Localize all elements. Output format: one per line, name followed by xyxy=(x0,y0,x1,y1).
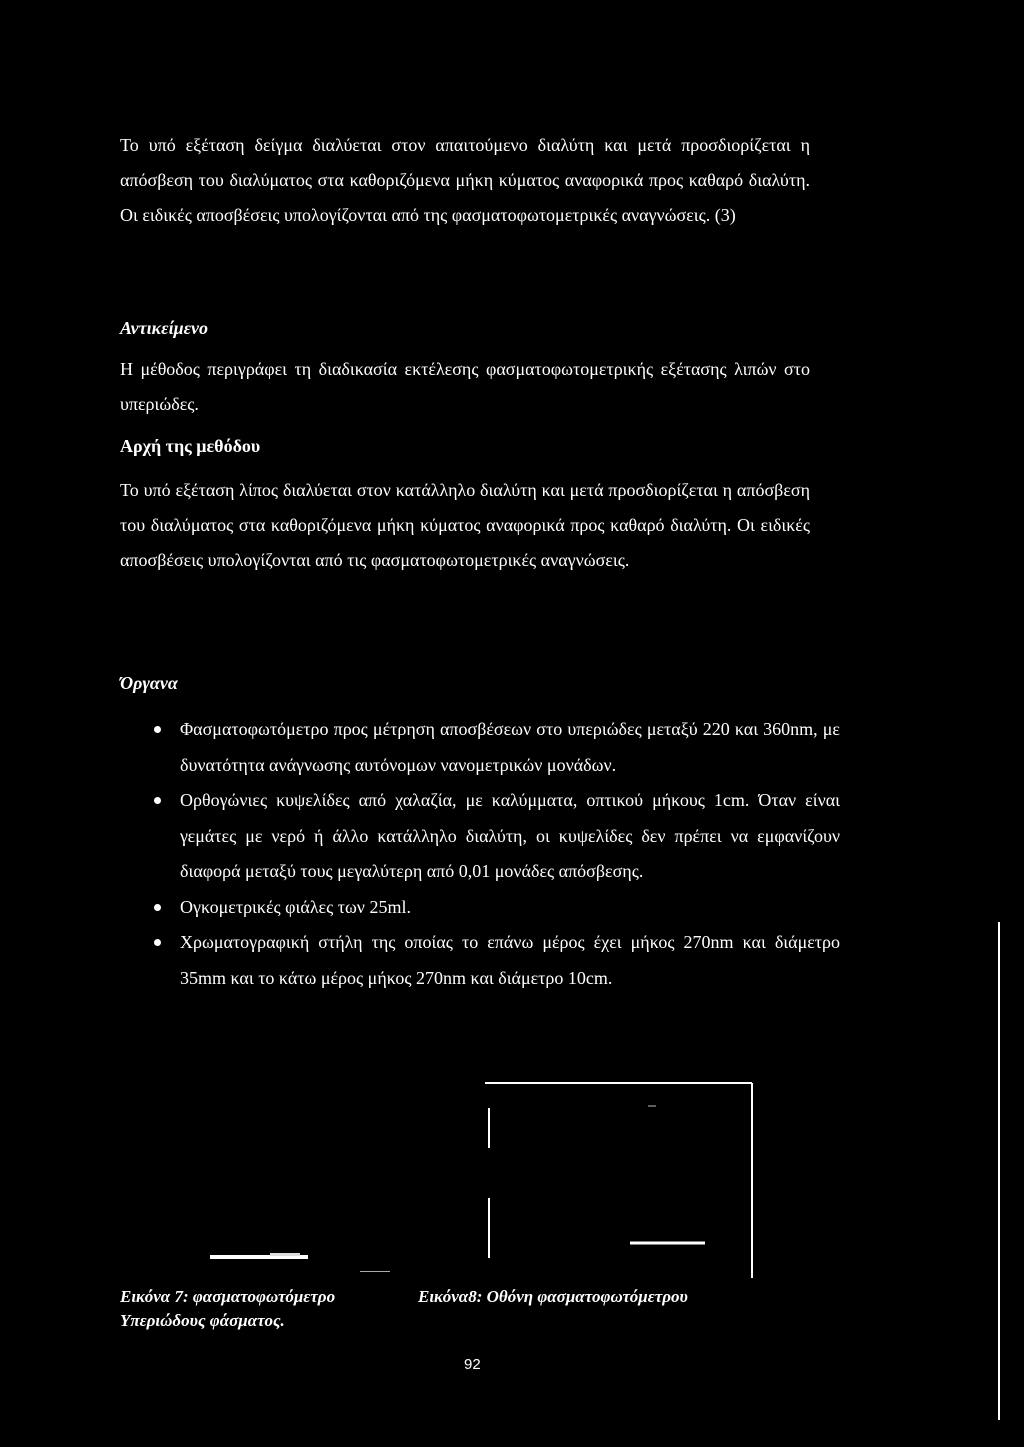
instruments-list xyxy=(120,712,840,996)
bullet-icon xyxy=(154,726,161,733)
margin-rule xyxy=(998,922,1000,1420)
spectrophotometer-image xyxy=(120,1175,420,1280)
intro-paragraph: Το υπό εξέταση δείγμα διαλύεται στον απαιτούμενο διαλύτη και μετά προσδιορίζεται η απόσβεση του διαλύματος στα καθοριζόμενα μήκη κύματος αναφορικά προς καθαρό διαλύτη. Οι ειδικές αποσβέσεις υπολογίζονται από της φασματοφωτομετρικές αναγνώσεις. (3) xyxy=(120,135,810,225)
principle-paragraph: Το υπό εξέταση λίπος διαλύεται στον κατάλληλο διαλύτη και μετά προσδιορίζεται η απόσβεση του διαλύματος στα καθοριζόμενα μήκη κύματος αναφορικά προς καθαρό διαλύτη. Οι ειδικές αποσβέσεις υπολογίζονται από τις φασματοφωτομετρικές αναγνώσεις. xyxy=(120,480,810,570)
bullet-icon xyxy=(154,939,161,946)
objective-paragraph: Η μέθοδος περιγράφει τη διαδικασία εκτέλεσης φασματοφωτομετρικής εξέτασης λιπών στο υπεριώδες. xyxy=(120,359,810,414)
list-item xyxy=(120,890,840,926)
list-item-text: Χρωματογραφική στήλη της οποίας το επάνω μέρος έχει μήκος 270nm και διάμετρο 35mm και το κάτω μέρος μήκος 270nm και διάμετρο 10cm. xyxy=(180,932,840,988)
figure-7-caption: Εικόνα 7: φασματοφωτόμετρο Υπεριώδους φάσματος. xyxy=(120,1287,336,1330)
bullet-icon xyxy=(154,797,161,804)
screen-outline-graphic xyxy=(480,1078,770,1283)
objective-heading: Αντικείμενο xyxy=(120,318,208,338)
list-item xyxy=(120,783,840,890)
principle-heading: Αρχή της μεθόδου xyxy=(120,436,261,456)
spectrophotometer-screen-image xyxy=(480,1078,770,1283)
spectrophotometer-graphic xyxy=(120,1175,420,1280)
list-item xyxy=(120,712,840,783)
bullet-icon xyxy=(154,904,161,911)
list-item-text: Ορθογώνιες κυψελίδες από χαλαζία, με καλύμματα, οπτικού μήκους 1cm. Όταν είναι γεμάτες με νερό ή άλλο κατάλληλο διαλύτη, οι κυψελίδες δεν πρέπει να εμφανίζουν διαφορά μεταξύ τους μεγαλύτερη από 0,01 μονάδες απόσβεσης. xyxy=(180,790,840,881)
page-number: 92 xyxy=(464,1356,481,1373)
list-item-text: Ογκομετρικές φιάλες των 25ml. xyxy=(180,896,411,917)
list-item-text: Φασματοφωτόμετρο προς μέτρηση αποσβέσεων στο υπεριώδες μεταξύ 220 και 360nm, με δυνατότητα ανάγνωσης αυτόνομων νανομετρικών μονάδων. xyxy=(180,719,840,775)
list-item xyxy=(120,925,840,996)
instruments-heading: Όργανα xyxy=(120,673,178,693)
figure-8-caption: Εικόνα8: Οθόνη φασματοφωτόμετρου xyxy=(418,1287,688,1306)
